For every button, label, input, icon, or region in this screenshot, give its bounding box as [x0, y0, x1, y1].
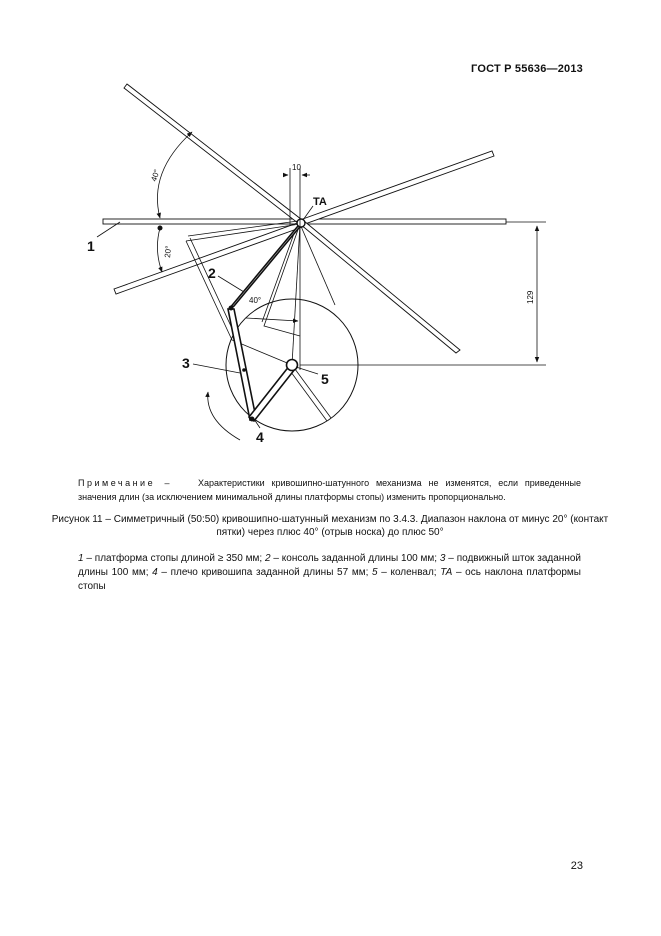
label-2: 2: [208, 265, 216, 281]
page-number: 23: [570, 860, 583, 872]
legend-num-2: 2: [264, 553, 271, 564]
note-text: Характеристики кривошипно-шатунного механизма не изменятся, если приведенные значения длин (за исключением минимальной длины платформы стопы) изменить пропорционально.: [78, 478, 581, 502]
ghost-linkages: [186, 221, 335, 421]
figure-caption: Рисунок 11 – Симметричный (50:50) кривошипно-шатунный механизм по 3.4.3. Диапазон наклона от минус 20° (контакт пятки) через плюс 40° (отрыв носка) до плюс 50°: [51, 514, 609, 538]
platform-lower-right: [300, 221, 460, 353]
legend-text-ta: – ось наклона платформы стопы: [78, 567, 581, 592]
note-lead: Примечание –: [78, 478, 172, 488]
legend-text-2: – консоль заданной длины 100 мм;: [270, 553, 440, 564]
label-4: 4: [256, 429, 264, 445]
legend-num-3: 3: [439, 553, 446, 564]
angle-label-bottom: 20°: [163, 245, 174, 259]
label-5: 5: [321, 371, 329, 387]
legend-num-4: 4: [152, 567, 158, 578]
figure-legend: [78, 552, 581, 594]
dimension-height-label: 129: [526, 290, 535, 304]
angle-label-top: 40°: [149, 168, 162, 183]
tilt-axis: [297, 219, 305, 227]
angle-label-mid: 40°: [249, 296, 262, 305]
platform-plus40: [124, 84, 306, 227]
dimension-width-label: 10: [292, 163, 301, 172]
moving-rod: [228, 309, 256, 420]
crankshaft: [287, 360, 298, 371]
figure-note: [78, 476, 581, 504]
tilt-axis-label: TA: [313, 196, 327, 208]
crank-arm: [249, 365, 295, 421]
legend-num-5: 5: [372, 567, 378, 578]
label-3: 3: [182, 355, 190, 371]
legend-text-4: – плечо кривошипа заданной длины 57 мм;: [157, 567, 373, 578]
legend-text-1: – платформа стопы длиной ≥ 350 мм;: [83, 553, 265, 564]
legend-text-5: – коленвал;: [377, 567, 441, 578]
legend-num-1: 1: [78, 553, 84, 564]
platform-upper-right: [300, 151, 494, 225]
label-1: 1: [87, 238, 95, 254]
standard-header: ГОСТ Р 55636—2013: [471, 63, 583, 75]
legend-text-3: – подвижный шток заданной длины 100 мм;: [78, 553, 581, 578]
legend-num-ta: TA: [440, 567, 453, 578]
